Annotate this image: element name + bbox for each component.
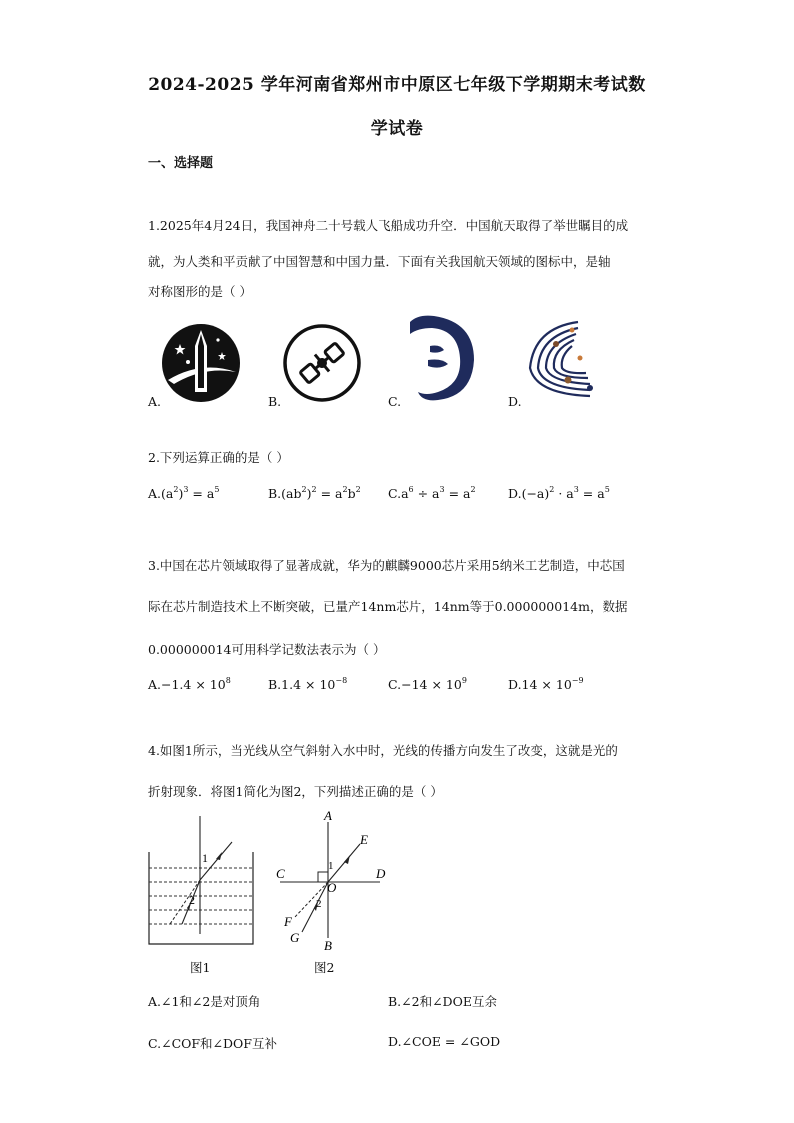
q1-option-c: C.	[388, 394, 402, 409]
fig2-point-c: C	[276, 866, 285, 881]
q3-option-c-exp: 9	[461, 676, 467, 685]
q3-option-d-base: D.14 × 10	[508, 677, 572, 692]
q3-option-d	[508, 677, 584, 692]
q2-option-b-label: B.	[268, 486, 282, 501]
exam-title-line2: 学试卷	[370, 119, 424, 139]
q3-option-a	[148, 677, 231, 692]
figure-2-caption: 图2	[314, 960, 335, 975]
fig2-point-e: E	[360, 832, 368, 847]
fig2-point-o: O	[327, 880, 337, 895]
q2-option-d-label: D.	[508, 486, 522, 501]
figure-1-beaker-diagram	[146, 816, 256, 948]
q4-line2: 折射现象．将图1简化为图2，下列描述正确的是（ ）	[148, 784, 443, 799]
q3-option-c-base: C.−14 × 10	[388, 677, 462, 692]
q3-option-a-base: A.−1.4 × 10	[148, 677, 226, 692]
q3-option-b-base: B.1.4 × 10	[268, 677, 336, 692]
section-heading: 一、选择题	[148, 156, 214, 171]
q4-option-c: C.∠COF和∠DOF互补	[148, 1036, 277, 1051]
q4-option-a: A.∠1和∠2是对顶角	[148, 994, 261, 1009]
q4-option-b: B.∠2和∠DOE互余	[388, 994, 497, 1009]
q3-option-b	[268, 677, 347, 692]
exam-title-line1: 2024-2025 学年河南省郑州市中原区七年级下学期期末考试数	[148, 75, 646, 95]
q3-option-a-exp: 8	[225, 676, 231, 685]
q3-option-d-exp: −9	[571, 676, 584, 685]
q1-line1: 1.2025年4月24日，我国神舟二十号载人飞船成功升空．中国航天取得了举世瞩目的成	[148, 218, 629, 233]
q1-option-a: A.	[148, 394, 162, 409]
rocket-emblem-icon	[160, 322, 242, 404]
q2-option-a-label: A.	[148, 486, 162, 501]
q2-option-a-expr: $(a^2)^3 = a^5$	[161, 485, 220, 501]
fig2-point-b: B	[324, 938, 332, 953]
fig2-point-a: A	[324, 808, 332, 823]
fig1-angle-2-label: 2	[189, 893, 195, 907]
fig2-point-f: F	[284, 914, 292, 929]
orbit-arcs-icon	[520, 318, 604, 404]
q2-option-d-expr: $(-a)^2 \cdot a^3 = a^5$	[521, 485, 610, 501]
q3-option-c	[388, 677, 467, 692]
figure-1-caption: 图1	[190, 960, 211, 975]
q1-option-b: B.	[268, 394, 282, 409]
q3-option-b-exp: −8	[335, 676, 348, 685]
q2-option-c	[388, 486, 476, 501]
q1-line3: 对称图形的是（ ）	[148, 284, 252, 299]
brush-stroke-logo-icon	[400, 312, 480, 404]
q3-line3: 0.000000014可用科学记数法表示为（ ）	[148, 642, 386, 657]
q2-stem: 2.下列运算正确的是（ ）	[148, 450, 289, 465]
fig2-point-d: D	[376, 866, 386, 881]
fig2-angle-2-label: 2	[316, 898, 322, 910]
q4-option-d: D.∠COE = ∠GOD	[388, 1034, 501, 1049]
q1-option-d: D.	[508, 394, 522, 409]
q2-option-a	[148, 486, 219, 501]
q2-option-b-expr: $(ab^2)^2 = a^2b^2$	[281, 485, 361, 501]
fig2-angle-1-label: 1	[328, 860, 334, 872]
q3-line2: 际在芯片制造技术上不断突破，已量产14nm芯片，14nm等于0.000000014m，数据	[148, 599, 628, 614]
q2-option-b	[268, 486, 361, 501]
q2-option-c-expr: $a^6 \div a^3 = a^2$	[401, 485, 476, 501]
q2-option-c-label: C.	[388, 486, 402, 501]
fig1-angle-1-label: 1	[202, 851, 208, 865]
q2-option-d	[508, 486, 610, 501]
q1-line2: 就，为人类和平贡献了中国智慧和中国力量．下面有关我国航天领域的图标中，是轴	[148, 254, 611, 269]
satellite-circle-icon	[281, 322, 363, 404]
q4-line1: 4.如图1所示，当光线从空气斜射入水中时，光线的传播方向发生了改变，这就是光的	[148, 743, 618, 758]
fig2-point-g: G	[290, 930, 300, 945]
figure-2-geometry-diagram	[272, 808, 396, 954]
q3-line1: 3.中国在芯片领域取得了显著成就，华为的麒麟9000芯片采用5纳米工艺制造，中芯国	[148, 558, 625, 573]
